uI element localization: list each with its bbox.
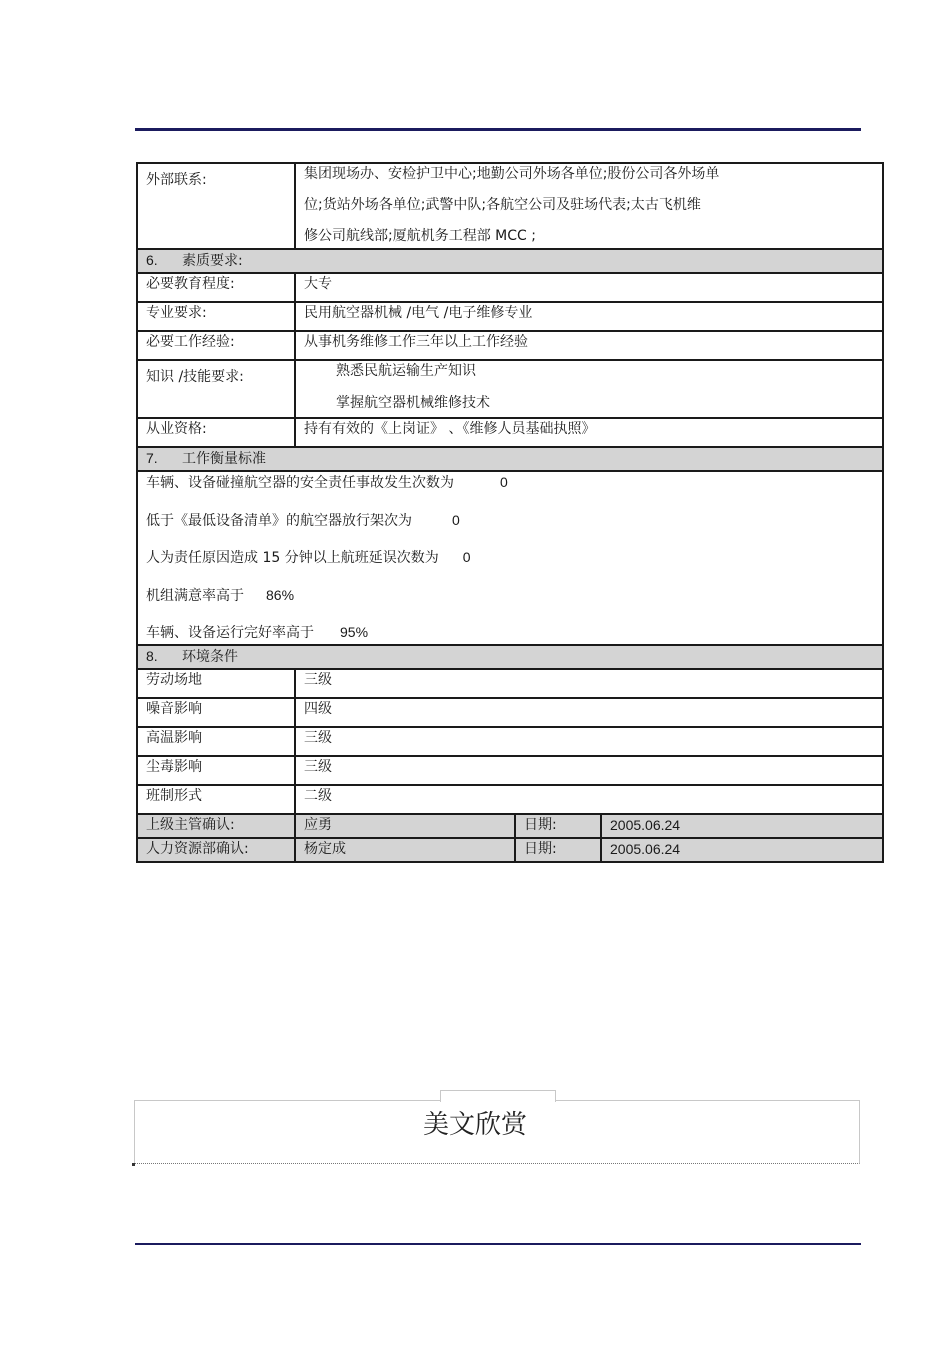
knowledge-item: 掌握航空器机械维修技术 [336,395,490,411]
experience-value: 从事机务维修工作三年以上工作经验 [295,331,883,360]
environment-value: 三级 [295,756,883,785]
experience-label: 必要工作经验: [137,331,295,360]
environment-label: 噪音影响 [137,698,295,727]
environment-value: 二级 [295,785,883,814]
environment-row [137,756,883,785]
contacts-line: 集团现场办、安检护卫中心;地勤公司外场各单位;股份公司各外场单 [304,166,720,182]
section-7-header [137,447,883,471]
standard-text: 低于《最低设备清单》的航空器放行架次为 [146,512,412,529]
corner-dot [132,1163,135,1166]
standards-list [137,471,883,645]
standard-text: 机组满意率高于 [146,587,244,604]
qualification-value: 持有有效的《上岗证》 、《维修人员基础执照》 [295,418,883,447]
section-number: 7. [146,450,158,466]
standard-text: 车辆、设备运行完好率高于 [146,625,314,641]
confirm-name: 应勇 [295,814,515,838]
qualification-row [137,418,883,447]
section-number: 6. [146,252,158,268]
standard-item [146,585,874,623]
contacts-line: 位;货站外场各单位;武警中队;各航空公司及驻场代表;太古飞机维 [304,197,701,213]
environment-value: 三级 [295,669,883,698]
standard-item [146,510,874,548]
hr-confirm-row [137,838,883,862]
footer-rule [135,1243,861,1245]
environment-label: 尘毒影响 [137,756,295,785]
section-title: 环境条件 [182,649,238,665]
standard-value: 0 [462,549,471,565]
environment-label: 劳动场地 [137,669,295,698]
contacts-value [295,163,883,249]
education-label: 必要教育程度: [137,273,295,302]
section-title: 素质要求: [182,253,243,269]
environment-value: 三级 [295,727,883,756]
banner-tab [440,1090,556,1102]
standard-text: 车辆、设备碰撞航空器的安全责任事故发生次数为 [146,475,454,491]
education-value: 大专 [295,273,883,302]
education-row [137,273,883,302]
standard-value: 86% [266,586,295,603]
environment-row [137,785,883,814]
major-value: 民用航空器机械 /电气 /电子维修专业 [295,302,883,331]
knowledge-item: 熟悉民航运输生产知识 [336,363,476,379]
environment-row [137,669,883,698]
confirm-date: 2005.06.24 [601,814,883,838]
section-title: 工作衡量标准 [182,451,266,467]
section-6-header [137,249,883,273]
standard-text: 人为责任原因造成 15 分钟以上航班延误次数为 [146,550,439,566]
knowledge-label: 知识 /技能要求: [137,360,295,418]
confirm-label: 上级主管确认: [137,814,295,838]
section-8-header [137,645,883,669]
major-row [137,302,883,331]
environment-value: 四级 [295,698,883,727]
standard-value: 95% [340,624,369,640]
knowledge-value [295,360,883,418]
environment-row [137,698,883,727]
contacts-row [137,163,883,249]
knowledge-row [137,360,883,418]
contacts-label: 外部联系: [137,163,295,249]
standard-item [146,472,874,510]
section-number: 8. [146,648,158,664]
qualification-label: 从业资格: [137,418,295,447]
confirm-name: 杨定成 [295,838,515,862]
standard-item [146,547,874,585]
environment-label: 班制形式 [137,785,295,814]
standard-value: 0 [500,474,508,490]
job-description-table [136,162,884,863]
standard-item [146,622,874,644]
banner-title: 美文欣赏 [422,1110,527,1140]
standard-value: 0 [452,511,460,528]
supervisor-confirm-row [137,814,883,838]
environment-row [137,727,883,756]
date-label: 日期: [515,814,601,838]
header-rule [135,128,861,131]
environment-label: 高温影响 [137,727,295,756]
major-label: 专业要求: [137,302,295,331]
confirm-date: 2005.06.24 [601,838,883,862]
date-label: 日期: [515,838,601,862]
confirm-label: 人力资源部确认: [137,838,295,862]
standards-row [137,471,883,645]
contacts-line: 修公司航线部;厦航机务工程部 MCC ; [304,228,536,244]
experience-row [137,331,883,360]
